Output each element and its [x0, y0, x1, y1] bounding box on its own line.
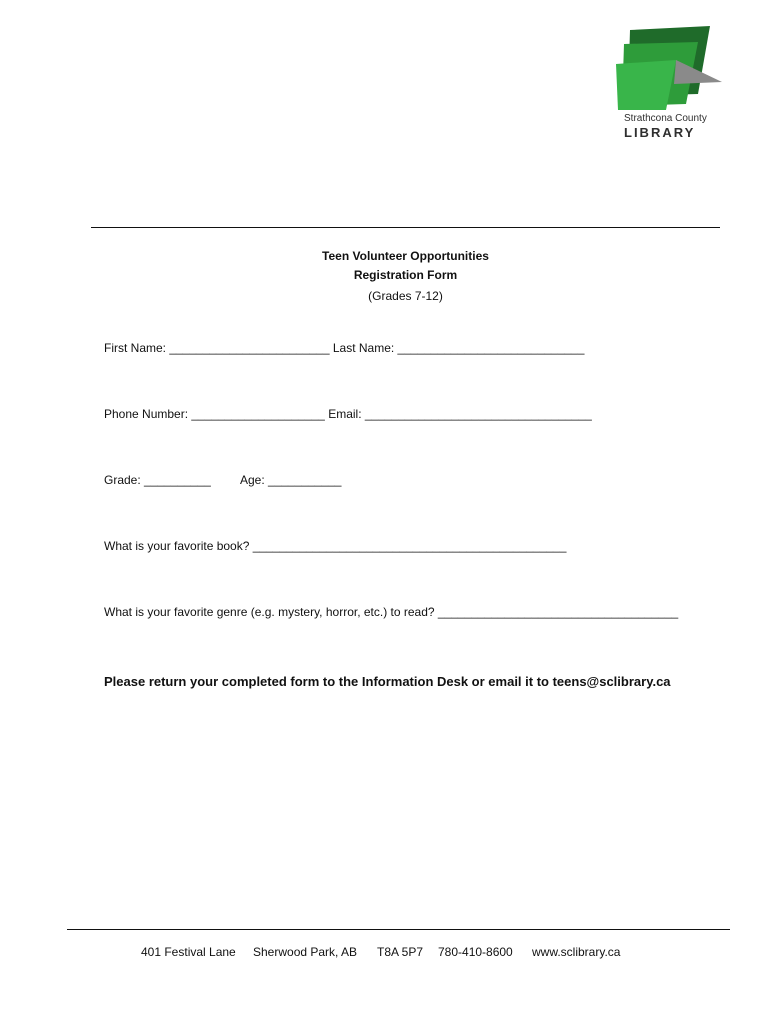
book-pages-icon	[614, 24, 724, 112]
library-logo	[612, 24, 722, 144]
grade-range: (Grades 7-12)	[368, 289, 443, 303]
favorite-book-field: What is your favorite book? _______________________________________________	[104, 539, 567, 553]
footer-website: www.sclibrary.ca	[532, 945, 621, 959]
favorite-genre-field: What is your favorite genre (e.g. mystery, horror, etc.) to read? ____________________________________	[104, 605, 679, 619]
contact-fields: Phone Number: ____________________ Email: __________________________________	[104, 407, 592, 421]
grade-field: Grade: __________	[104, 473, 211, 487]
form-subtitle: Registration Form	[353, 268, 458, 282]
footer-street: 401 Festival Lane	[141, 945, 236, 959]
logo-name: Strathcona County	[624, 113, 707, 124]
name-fields: First Name: ________________________ Last Name: ____________________________	[104, 341, 585, 355]
form-title: Teen Volunteer Opportunities	[322, 249, 489, 263]
age-field: Age: ___________	[240, 473, 342, 487]
top-divider	[91, 227, 720, 228]
footer-postal-code: T8A 5P7	[377, 945, 424, 959]
footer-city: Sherwood Park, AB	[253, 945, 358, 959]
return-instructions: Please return your completed form to the Information Desk or email it to teens@sclibrary.ca	[104, 674, 671, 689]
bottom-divider	[67, 929, 730, 930]
footer-phone: 780-410-8600	[438, 945, 513, 959]
logo-subname: LIBRARY	[624, 125, 696, 140]
